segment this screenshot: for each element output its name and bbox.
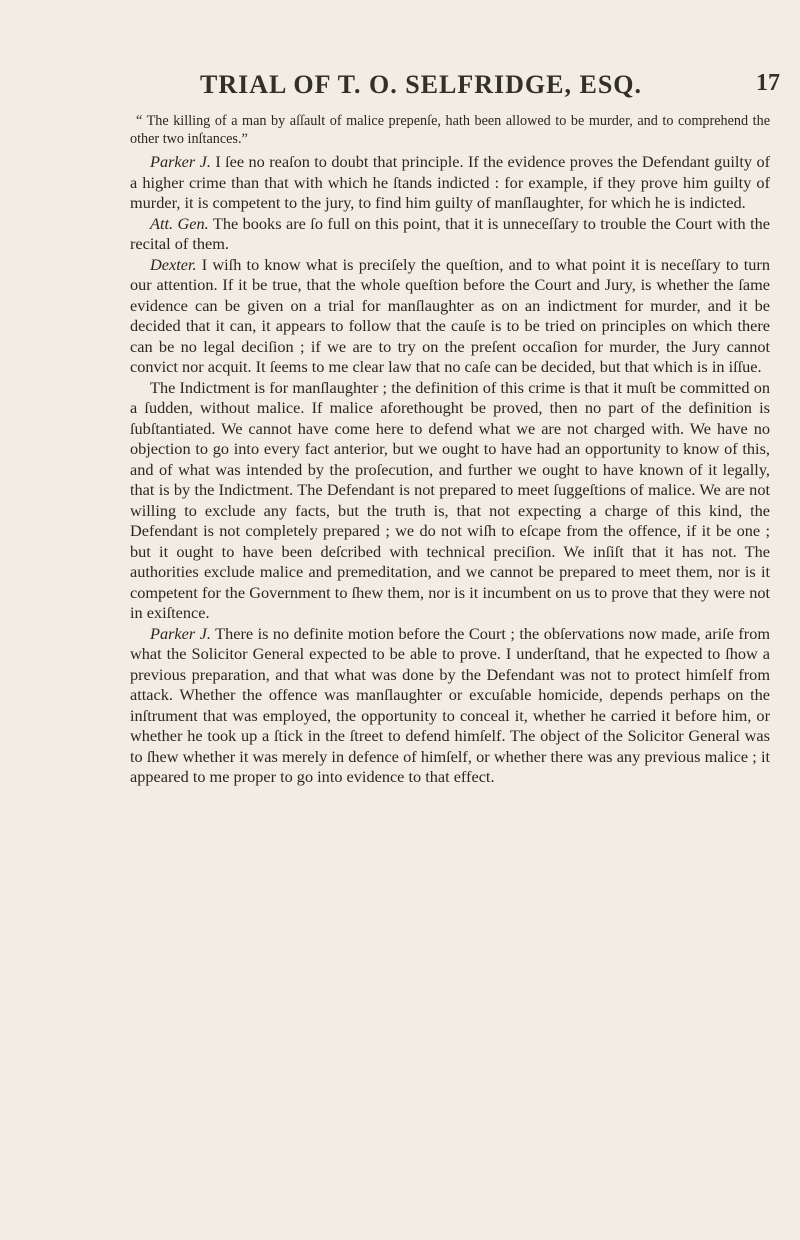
body-text xyxy=(130,112,770,788)
paragraph-att-gen xyxy=(130,214,770,255)
paragraph-text: The books are ſo full on this point, that it is unneceſſary to trouble the Court with the recital of them. xyxy=(130,213,771,253)
paragraph-text: I wiſh to know what is preciſely the queſtion, and to what point it is neceſſary to turn our attention. If it be true, that the whole queſtion before the Court and Jury, is whether the ſame evidence can be given on a trial for manſlaughter as on an indictment for murder, and it be decided that it can, it appears to follow that the cauſe is to be tried on principles on which there can be no legal deciſion ; if we are to try on the preſent occaſion for murder, the Jury cannot convict nor acquit. It ſeems to me clear law that no caſe can be decided, but that which is in iſſue. xyxy=(130,254,770,376)
speaker-name: Dexter. xyxy=(150,254,197,274)
speaker-name: Parker J. xyxy=(150,152,211,171)
paragraph-parker-2 xyxy=(130,624,770,788)
paragraph-parker-1 xyxy=(130,152,770,214)
paragraph-text: The Indictment is for manſlaughter ; the definition of this crime is that it muſt be committed on a ſudden, without malice. If malice aforethought be proved, then no part of the definition is ſubſtantiated. We cannot have come here to defend what we are not charged with. We have no objection to go into every fact anterior, but we ought to have had an opportunity to know of this, and of what was intended by the proſecution, and further we ought to have known of it legally, that is by the Indictment. The Defendant is not prepared to meet ſuggeſtions of malice. We are not willing to exclude any facts, but the truth is, that not expecting a charge of this kind, the Defendant is not completely prepared ; we do not wiſh to eſcape from the offence, if it be one ; but it ought to have been deſcribed with technical preciſion. We inſiſt that it has not. The authorities exclude malice and premeditation, and we cannot be prepared to meet them, nor is it competent for the Government to ſhew them, nor is it incumbent on us to prove that they were not in exiſtence. xyxy=(130,377,770,622)
running-head-title: TRIAL OF T. O. SELFRIDGE, ESQ. xyxy=(200,70,643,99)
quoted-authority: “ The killing of a man by aſſault of malice prepenſe, hath been allowed to be murder, and to comprehend the other two inſtances.” xyxy=(130,113,770,147)
speaker-name: Parker J. xyxy=(150,623,211,643)
paragraph-dexter xyxy=(130,255,770,378)
paragraph-text: There is no definite motion before the Court ; the obſervations now made, ariſe from what the Solicitor General expected to be able to prove. I underſtand, that he expected to ſhow a previous preparation, and that what was done by the Defendant was not to protect himſelf from attack. Whether the offence was manſlaughter or excuſable homicide, depends perhaps on the inſtrument that was employed, the opportunity to conceal it, whether he carried it before him, or whether he took up a ſtick in the ſtreet to defend himſelf. The object of the Solicitor General was to ſhew whether it was merely in defence of himſelf, or whether there was any previous malice ; it appeared to me proper to go into evidence to that effect. xyxy=(130,623,771,786)
paragraph-indictment xyxy=(130,378,770,624)
page-number: 17 xyxy=(756,70,780,96)
running-head xyxy=(200,70,780,110)
speaker-name: Att. Gen. xyxy=(150,213,209,233)
paragraph-text: I ſee no reaſon to doubt that principle. If the evidence proves the Defendant guilty of a higher crime than that with which he ſtands indicted : for example, if they prove him guilty of murder, it is competent to the jury, to find him guilty of manſlaughter, for which he is indicted. xyxy=(130,152,771,212)
